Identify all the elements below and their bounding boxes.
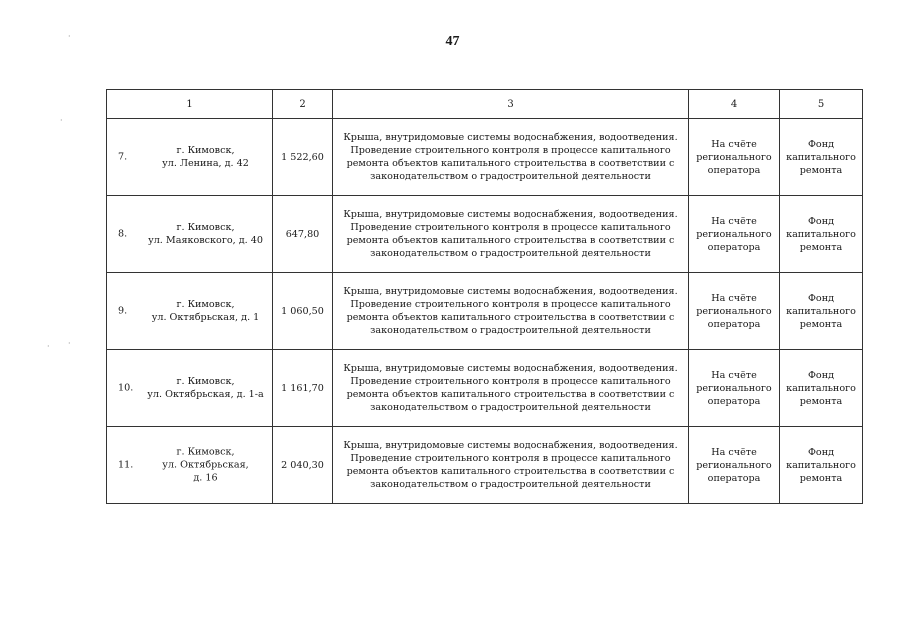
column-header: 5	[780, 90, 863, 119]
account-line: На счёте	[711, 215, 757, 227]
account-line: На счёте	[711, 446, 757, 458]
fund-cell	[780, 196, 863, 273]
fund-line: Фонд	[807, 369, 835, 381]
column-header: 2	[273, 90, 333, 119]
works-cell	[333, 196, 689, 273]
header-row	[107, 90, 863, 119]
column-header: 3	[333, 90, 689, 119]
works-line: ремонта объектов капитального строительства в соответствии с	[346, 466, 675, 477]
area-cell: 2 040,30	[273, 427, 333, 504]
address-line: ул. Октябрьская, д. 1-а	[147, 389, 264, 400]
address-line: ул. Маяковского, д. 40	[148, 235, 263, 246]
works-line: законодательством о градостроительной деятельности	[370, 248, 651, 259]
fund-line: капитального	[786, 382, 856, 394]
account-cell	[689, 119, 780, 196]
account-line: регионального	[696, 228, 772, 240]
account-line: На счёте	[711, 369, 757, 381]
works-line: Крыша, внутридомовые системы водоснабжения, водоотведения.	[343, 440, 678, 451]
area-cell: 1 060,50	[273, 273, 333, 350]
works-line: Крыша, внутридомовые системы водоснабжения, водоотведения.	[343, 286, 678, 297]
fund-line: Фонд	[807, 138, 835, 150]
address-text	[143, 221, 268, 247]
fund-cell	[780, 273, 863, 350]
account-line: оператора	[707, 164, 761, 176]
fund-cell	[780, 119, 863, 196]
address-cell	[107, 273, 273, 350]
area-cell: 647,80	[273, 196, 333, 273]
works-line: Проведение строительного контроля в процессе капитального	[350, 299, 671, 310]
scan-speck: ·	[47, 342, 50, 351]
address-cell	[107, 427, 273, 504]
account-line: регионального	[696, 151, 772, 163]
works-line: законодательством о градостроительной деятельности	[370, 402, 651, 413]
table-row	[107, 427, 863, 504]
fund-line: капитального	[786, 151, 856, 163]
table-row	[107, 119, 863, 196]
row-number: 9.	[118, 305, 128, 317]
works-line: Проведение строительного контроля в процессе капитального	[350, 222, 671, 233]
fund-line: капитального	[786, 459, 856, 471]
fund-cell	[780, 350, 863, 427]
works-line: ремонта объектов капитального строительства в соответствии с	[346, 389, 675, 400]
account-line: На счёте	[711, 292, 757, 304]
page-number: 47	[445, 34, 460, 49]
account-line: оператора	[707, 241, 761, 253]
account-cell	[689, 427, 780, 504]
works-line: ремонта объектов капитального строительства в соответствии с	[346, 235, 675, 246]
works-cell	[333, 350, 689, 427]
works-line: Крыша, внутридомовые системы водоснабжения, водоотведения.	[343, 363, 678, 374]
row-number: 8.	[118, 228, 128, 240]
account-line: оператора	[707, 395, 761, 407]
works-line: ремонта объектов капитального строительства в соответствии с	[346, 312, 675, 323]
account-cell	[689, 196, 780, 273]
works-line: Крыша, внутридомовые системы водоснабжения, водоотведения.	[343, 209, 678, 220]
address-line: г. Кимовск,	[176, 299, 235, 310]
address-cell	[107, 119, 273, 196]
scan-speck: ·	[68, 339, 71, 348]
column-header: 4	[689, 90, 780, 119]
account-cell	[689, 350, 780, 427]
address-line: г. Кимовск,	[176, 446, 235, 458]
fund-line: Фонд	[807, 292, 835, 304]
account-line: На счёте	[711, 138, 757, 150]
address-line: г. Кимовск,	[176, 222, 235, 233]
scan-speck: ·	[68, 32, 71, 41]
fund-line: капитального	[786, 305, 856, 317]
fund-line: Фонд	[807, 215, 835, 227]
address-cell	[107, 350, 273, 427]
works-line: ремонта объектов капитального строительства в соответствии с	[346, 158, 675, 169]
address-line: г. Кимовск,	[176, 376, 235, 387]
works-line: Проведение строительного контроля в процессе капитального	[350, 453, 671, 464]
fund-line: ремонта	[799, 318, 843, 330]
works-line: законодательством о градостроительной деятельности	[370, 171, 651, 182]
works-line: Проведение строительного контроля в процессе капитального	[350, 145, 671, 156]
account-line: регионального	[696, 382, 772, 394]
works-line: Крыша, внутридомовые системы водоснабжения, водоотведения.	[343, 132, 678, 143]
area-cell: 1 161,70	[273, 350, 333, 427]
scan-speck: ·	[60, 116, 63, 125]
works-cell	[333, 273, 689, 350]
works-table	[106, 89, 863, 504]
fund-cell	[780, 427, 863, 504]
fund-line: ремонта	[799, 395, 843, 407]
address-line: г. Кимовск,	[176, 145, 235, 156]
table-row	[107, 350, 863, 427]
fund-line: ремонта	[799, 164, 843, 176]
works-line: законодательством о градостроительной деятельности	[370, 325, 651, 336]
account-cell	[689, 273, 780, 350]
address-text	[143, 446, 268, 485]
address-text	[143, 298, 268, 324]
address-line: ул. Октябрьская, д. 1	[151, 312, 260, 323]
works-line: Проведение строительного контроля в процессе капитального	[350, 376, 671, 387]
table-row	[107, 196, 863, 273]
fund-line: ремонта	[799, 472, 843, 484]
table-row	[107, 273, 863, 350]
area-cell: 1 522,60	[273, 119, 333, 196]
row-number: 11.	[118, 459, 134, 471]
address-line: д. 16	[193, 472, 218, 484]
account-line: оператора	[707, 318, 761, 330]
fund-line: ремонта	[799, 241, 843, 253]
fund-line: капитального	[786, 228, 856, 240]
row-number: 10.	[118, 382, 134, 394]
address-text	[143, 144, 268, 170]
fund-line: Фонд	[807, 446, 835, 458]
table-body	[107, 90, 863, 504]
works-cell	[333, 119, 689, 196]
works-line: законодательством о градостроительной деятельности	[370, 479, 651, 490]
account-line: оператора	[707, 472, 761, 484]
account-line: регионального	[696, 305, 772, 317]
works-cell	[333, 427, 689, 504]
column-header: 1	[107, 90, 273, 119]
address-cell	[107, 196, 273, 273]
address-line: ул. Ленина, д. 42	[162, 158, 249, 169]
address-text	[143, 375, 268, 401]
row-number: 7.	[118, 151, 128, 163]
address-line: ул. Октябрьская,	[162, 459, 249, 471]
account-line: регионального	[696, 459, 772, 471]
